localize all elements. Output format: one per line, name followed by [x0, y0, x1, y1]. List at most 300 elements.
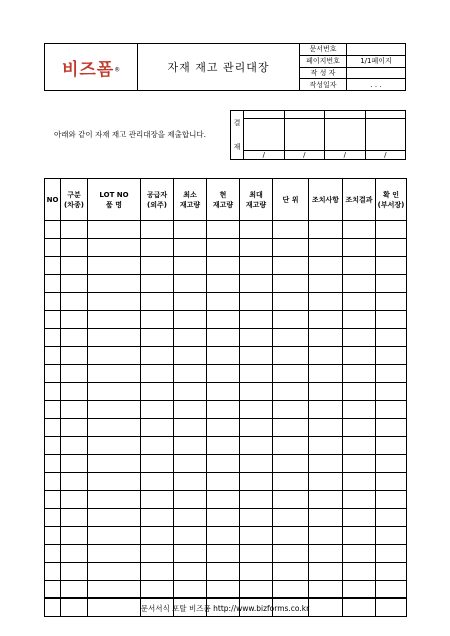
table-cell[interactable] [207, 383, 240, 401]
table-cell[interactable] [45, 383, 61, 401]
table-cell[interactable] [207, 545, 240, 563]
table-cell[interactable] [273, 545, 309, 563]
table-cell[interactable] [240, 239, 273, 257]
table-cell[interactable] [174, 347, 207, 365]
table-cell[interactable] [61, 509, 88, 527]
table-cell[interactable] [309, 527, 343, 545]
table-cell[interactable] [273, 455, 309, 473]
table-cell[interactable] [343, 527, 376, 545]
table-cell[interactable] [309, 275, 343, 293]
table-cell[interactable] [273, 473, 309, 491]
table-cell[interactable] [61, 581, 88, 599]
table-cell[interactable] [207, 293, 240, 311]
table-cell[interactable] [273, 365, 309, 383]
table-cell[interactable] [273, 221, 309, 239]
meta-label-page-number: 페이지번호 [300, 55, 347, 67]
table-cell[interactable] [343, 383, 376, 401]
table-cell[interactable] [61, 455, 88, 473]
table-cell[interactable] [343, 275, 376, 293]
column-header-line1: 공급자 [146, 190, 168, 199]
table-cell[interactable] [309, 509, 343, 527]
table-cell[interactable] [88, 221, 141, 239]
table-cell[interactable] [45, 257, 61, 275]
table-cell[interactable] [240, 365, 273, 383]
table-row [45, 257, 407, 275]
table-cell[interactable] [45, 509, 61, 527]
table-cell[interactable] [61, 473, 88, 491]
table-cell[interactable] [343, 491, 376, 509]
table-cell[interactable] [240, 329, 273, 347]
table-row [45, 401, 407, 419]
table-cell[interactable] [273, 563, 309, 581]
meta-value-date[interactable]: . . . [347, 79, 406, 91]
table-cell[interactable] [240, 437, 273, 455]
table-cell[interactable] [207, 527, 240, 545]
table-cell[interactable] [376, 491, 407, 509]
table-cell[interactable] [240, 419, 273, 437]
table-cell[interactable] [141, 509, 174, 527]
table-row [45, 329, 407, 347]
table-cell[interactable] [273, 437, 309, 455]
table-cell[interactable] [61, 545, 88, 563]
table-cell[interactable] [207, 419, 240, 437]
table-cell[interactable] [88, 509, 141, 527]
table-cell[interactable] [207, 275, 240, 293]
table-cell[interactable] [45, 419, 61, 437]
table-cell[interactable] [240, 221, 273, 239]
table-cell[interactable] [376, 473, 407, 491]
table-cell[interactable] [309, 311, 343, 329]
table-cell[interactable] [174, 509, 207, 527]
table-cell[interactable] [240, 545, 273, 563]
table-cell[interactable] [61, 365, 88, 383]
table-cell[interactable] [240, 581, 273, 599]
table-cell[interactable] [61, 491, 88, 509]
table-cell[interactable] [141, 275, 174, 293]
footer-text: 문서서식 포탈 비즈폼 http://www.bizforms.co.kr [140, 604, 310, 613]
column-header-line2: (부서장) [377, 200, 405, 209]
table-cell[interactable] [273, 329, 309, 347]
table-cell[interactable] [343, 239, 376, 257]
table-cell[interactable] [309, 221, 343, 239]
column-header-line1: 확 인 [383, 190, 399, 199]
table-cell[interactable] [88, 581, 141, 599]
table-cell[interactable] [343, 473, 376, 491]
table-cell[interactable] [88, 383, 141, 401]
table-cell[interactable] [376, 221, 407, 239]
table-cell[interactable] [45, 437, 61, 455]
meta-label-author: 작 성 자 [300, 67, 347, 79]
table-cell[interactable] [45, 221, 61, 239]
table-cell[interactable] [207, 365, 240, 383]
meta-value-author[interactable] [347, 67, 406, 79]
table-cell[interactable] [240, 455, 273, 473]
table-cell[interactable] [45, 545, 61, 563]
approval-date-1[interactable]: / [244, 150, 285, 159]
table-row [45, 563, 407, 581]
table-cell[interactable] [61, 347, 88, 365]
table-cell[interactable] [174, 365, 207, 383]
table-cell[interactable] [61, 527, 88, 545]
table-cell[interactable] [376, 527, 407, 545]
column-header-line1: 최대 [249, 190, 263, 199]
table-cell[interactable] [45, 293, 61, 311]
column-header-line2: 재고량 [179, 200, 201, 209]
table-cell[interactable] [141, 221, 174, 239]
approval-sign-1[interactable] [244, 119, 285, 150]
table-cell[interactable] [174, 275, 207, 293]
table-cell[interactable] [309, 347, 343, 365]
table-cell[interactable] [88, 347, 141, 365]
table-cell[interactable] [309, 257, 343, 275]
table-cell[interactable] [309, 329, 343, 347]
table-cell[interactable] [343, 347, 376, 365]
approval-title-1[interactable] [244, 111, 285, 119]
table-body [45, 221, 407, 617]
table-cell[interactable] [174, 491, 207, 509]
meta-label-date: 작성일자 [300, 79, 347, 91]
table-cell[interactable] [343, 257, 376, 275]
table-cell[interactable] [45, 401, 61, 419]
table-cell[interactable] [141, 293, 174, 311]
table-row [45, 239, 407, 257]
table-cell[interactable] [45, 239, 61, 257]
table-cell[interactable] [207, 257, 240, 275]
table-cell[interactable] [376, 347, 407, 365]
table-cell[interactable] [273, 401, 309, 419]
table-cell[interactable] [309, 365, 343, 383]
table-cell[interactable] [61, 383, 88, 401]
table-cell[interactable] [45, 491, 61, 509]
table-cell[interactable] [240, 275, 273, 293]
table-cell[interactable] [88, 293, 141, 311]
table-cell[interactable] [273, 527, 309, 545]
table-cell[interactable] [88, 311, 141, 329]
table-cell[interactable] [141, 383, 174, 401]
table-row [45, 473, 407, 491]
table-cell[interactable] [343, 401, 376, 419]
table-cell[interactable] [45, 275, 61, 293]
table-cell[interactable] [88, 473, 141, 491]
column-header-line2: (차종) [64, 200, 84, 209]
approval-sign-4[interactable] [365, 119, 406, 150]
table-cell[interactable] [273, 311, 309, 329]
approval-label-bottom: 재 [233, 143, 241, 151]
table-cell[interactable] [207, 581, 240, 599]
logo-text: 비즈폼 [61, 59, 115, 80]
table-cell[interactable] [174, 329, 207, 347]
registered-mark: ® [114, 67, 121, 74]
document-title: 자재 재고 관리대장 [138, 44, 300, 91]
table-cell[interactable] [343, 455, 376, 473]
intro-text: 아래와 같이 자재 재고 관리대장을 제출합니다. [54, 130, 206, 139]
column-header-line1: 최소 [183, 190, 197, 199]
table-cell[interactable] [376, 311, 407, 329]
table-cell[interactable] [343, 329, 376, 347]
table-cell[interactable] [207, 347, 240, 365]
table-cell[interactable] [141, 347, 174, 365]
table-cell[interactable] [141, 455, 174, 473]
table-cell[interactable] [61, 419, 88, 437]
table-cell[interactable] [376, 275, 407, 293]
table-cell[interactable] [343, 437, 376, 455]
table-cell[interactable] [174, 473, 207, 491]
approval-title-3[interactable] [325, 111, 366, 119]
table-cell[interactable] [174, 221, 207, 239]
approval-title-2[interactable] [284, 111, 325, 119]
table-cell[interactable] [45, 329, 61, 347]
meta-label-doc-number: 문서번호 [300, 44, 347, 56]
table-cell[interactable] [207, 311, 240, 329]
table-row [45, 581, 407, 599]
table-cell[interactable] [343, 419, 376, 437]
table-cell[interactable] [207, 239, 240, 257]
table-cell[interactable] [376, 545, 407, 563]
table-cell[interactable] [88, 419, 141, 437]
table-cell[interactable] [376, 257, 407, 275]
column-header-2 [88, 179, 141, 221]
table-header-row [45, 179, 407, 221]
table-cell[interactable] [61, 275, 88, 293]
table-cell[interactable] [273, 293, 309, 311]
approval-date-2[interactable]: / [284, 150, 325, 159]
table-cell[interactable] [309, 491, 343, 509]
table-cell[interactable] [273, 509, 309, 527]
table-cell[interactable] [45, 563, 61, 581]
table-cell[interactable] [174, 239, 207, 257]
table-cell[interactable] [240, 473, 273, 491]
table-cell[interactable] [207, 509, 240, 527]
table-cell[interactable] [309, 437, 343, 455]
table-cell[interactable] [207, 455, 240, 473]
table-cell[interactable] [240, 257, 273, 275]
table-cell[interactable] [273, 257, 309, 275]
table-cell[interactable] [88, 455, 141, 473]
table-cell[interactable] [343, 293, 376, 311]
table-cell[interactable] [376, 437, 407, 455]
table-cell[interactable] [207, 221, 240, 239]
table-cell[interactable] [88, 491, 141, 509]
table-row [45, 275, 407, 293]
table-cell[interactable] [61, 221, 88, 239]
table-cell[interactable] [174, 455, 207, 473]
table-row [45, 527, 407, 545]
column-header-1 [61, 179, 88, 221]
table-row [45, 311, 407, 329]
table-cell[interactable] [88, 437, 141, 455]
table-cell[interactable] [141, 365, 174, 383]
table-cell[interactable] [61, 437, 88, 455]
table-cell[interactable] [174, 293, 207, 311]
table-cell[interactable] [207, 437, 240, 455]
table-cell[interactable] [174, 563, 207, 581]
table-cell[interactable] [240, 311, 273, 329]
table-cell[interactable] [88, 545, 141, 563]
table-cell[interactable] [141, 401, 174, 419]
table-cell[interactable] [88, 365, 141, 383]
approval-title-4[interactable] [365, 111, 406, 119]
table-cell[interactable] [240, 383, 273, 401]
table-cell[interactable] [240, 509, 273, 527]
table-cell[interactable] [207, 401, 240, 419]
table-cell[interactable] [141, 527, 174, 545]
table-cell[interactable] [88, 401, 141, 419]
table-cell[interactable] [174, 545, 207, 563]
table-row [45, 365, 407, 383]
column-header-9 [343, 179, 376, 221]
table-cell[interactable] [343, 509, 376, 527]
table-cell[interactable] [141, 257, 174, 275]
table-cell[interactable] [309, 563, 343, 581]
table-cell[interactable] [273, 419, 309, 437]
table-cell[interactable] [309, 293, 343, 311]
table-cell[interactable] [309, 419, 343, 437]
table-cell[interactable] [343, 581, 376, 599]
table-cell[interactable] [240, 563, 273, 581]
table-cell[interactable] [376, 365, 407, 383]
table-cell[interactable] [376, 329, 407, 347]
table-cell[interactable] [309, 455, 343, 473]
table-row [45, 545, 407, 563]
column-header-6 [240, 179, 273, 221]
table-cell[interactable] [61, 401, 88, 419]
table-cell[interactable] [61, 293, 88, 311]
table-cell[interactable] [141, 311, 174, 329]
table-cell[interactable] [174, 437, 207, 455]
table-cell[interactable] [45, 455, 61, 473]
column-header-5 [207, 179, 240, 221]
table-cell[interactable] [88, 239, 141, 257]
table-cell[interactable] [273, 239, 309, 257]
table-cell[interactable] [45, 473, 61, 491]
table-cell[interactable] [141, 437, 174, 455]
table-cell[interactable] [141, 473, 174, 491]
approval-box [230, 110, 406, 160]
table-cell[interactable] [343, 311, 376, 329]
column-header-line1: 조치결과 [345, 195, 373, 204]
table-cell[interactable] [343, 545, 376, 563]
table-cell[interactable] [174, 257, 207, 275]
table-cell[interactable] [240, 491, 273, 509]
table-cell[interactable] [88, 275, 141, 293]
table-cell[interactable] [174, 581, 207, 599]
logo [45, 44, 138, 91]
table-row [45, 419, 407, 437]
table-cell[interactable] [240, 527, 273, 545]
table-cell[interactable] [309, 401, 343, 419]
table-row [45, 383, 407, 401]
table-cell[interactable] [309, 383, 343, 401]
table-cell[interactable] [273, 275, 309, 293]
table-cell[interactable] [45, 311, 61, 329]
table-cell[interactable] [61, 311, 88, 329]
table-cell[interactable] [141, 239, 174, 257]
table-cell[interactable] [309, 473, 343, 491]
column-header-line1: LOT NO [99, 190, 129, 199]
table-cell[interactable] [45, 365, 61, 383]
table-cell[interactable] [376, 401, 407, 419]
table-row [45, 293, 407, 311]
table-cell[interactable] [174, 401, 207, 419]
table-cell[interactable] [376, 581, 407, 599]
table-cell[interactable] [61, 563, 88, 581]
table-cell[interactable] [273, 347, 309, 365]
table-row [45, 221, 407, 239]
table-cell[interactable] [174, 311, 207, 329]
table-cell[interactable] [207, 491, 240, 509]
table-cell[interactable] [61, 239, 88, 257]
table-cell[interactable] [174, 527, 207, 545]
table-cell[interactable] [240, 347, 273, 365]
column-header-line1: 조치사항 [311, 195, 340, 204]
table-cell[interactable] [174, 383, 207, 401]
approval-sign-3[interactable] [325, 119, 366, 150]
table-cell[interactable] [207, 563, 240, 581]
table-cell[interactable] [343, 365, 376, 383]
table-cell[interactable] [376, 239, 407, 257]
table-cell[interactable] [207, 473, 240, 491]
table-cell[interactable] [61, 257, 88, 275]
table-cell[interactable] [141, 419, 174, 437]
table-cell[interactable] [88, 329, 141, 347]
table-row [45, 437, 407, 455]
table-cell[interactable] [376, 419, 407, 437]
table-cell[interactable] [309, 545, 343, 563]
table-cell[interactable] [207, 329, 240, 347]
meta-value-doc-number[interactable] [347, 44, 406, 56]
table-cell[interactable] [45, 581, 61, 599]
table-cell[interactable] [45, 527, 61, 545]
table-cell[interactable] [174, 419, 207, 437]
table-cell[interactable] [61, 329, 88, 347]
approval-sign-2[interactable] [284, 119, 325, 150]
table-cell[interactable] [273, 491, 309, 509]
table-cell[interactable] [309, 239, 343, 257]
table-row [45, 347, 407, 365]
table-cell[interactable] [88, 257, 141, 275]
table-cell[interactable] [45, 347, 61, 365]
approval-label [231, 111, 244, 160]
table-cell[interactable] [343, 563, 376, 581]
table-cell[interactable] [376, 383, 407, 401]
table-cell[interactable] [376, 563, 407, 581]
table-cell[interactable] [376, 509, 407, 527]
column-header-line2: 품 명 [106, 200, 122, 209]
table-cell[interactable] [343, 221, 376, 239]
column-header-4 [174, 179, 207, 221]
table-cell[interactable] [273, 383, 309, 401]
table-cell[interactable] [376, 293, 407, 311]
table-cell[interactable] [88, 563, 141, 581]
table-cell[interactable] [141, 581, 174, 599]
table-cell[interactable] [141, 329, 174, 347]
table-cell[interactable] [141, 545, 174, 563]
column-header-line2: 재고량 [212, 200, 234, 209]
table-cell[interactable] [141, 563, 174, 581]
table-cell[interactable] [141, 491, 174, 509]
column-header-line1: NO [46, 195, 59, 204]
table-cell[interactable] [309, 581, 343, 599]
table-cell[interactable] [376, 455, 407, 473]
table-cell[interactable] [273, 581, 309, 599]
approval-date-3[interactable]: / [325, 150, 366, 159]
table-cell[interactable] [88, 527, 141, 545]
approval-date-4[interactable]: / [365, 150, 406, 159]
meta-value-page-number[interactable]: 1/1페이지 [347, 55, 406, 67]
footer-divider [44, 597, 406, 598]
table-cell[interactable] [240, 293, 273, 311]
table-cell[interactable] [240, 401, 273, 419]
